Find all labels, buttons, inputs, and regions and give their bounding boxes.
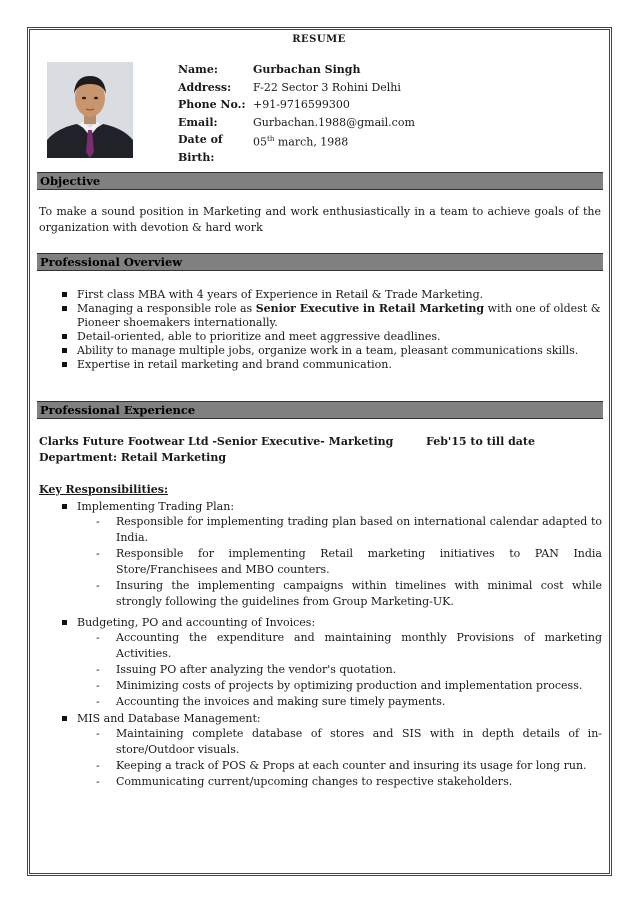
department: Department: Retail Marketing (39, 451, 227, 464)
list-item: Ability to manage multiple jobs, organize work in a team, pleasant communications skills. (62, 344, 602, 358)
list-item: Insuring the implementing campaigns within timelines with minimal cost while strongly following the guidelines from Group Marketing-UK. (116, 579, 602, 608)
resume-title: RESUME (292, 34, 346, 45)
list-item: Keeping a track of POS & Props at each counter and insuring its usage for long run. (116, 759, 587, 772)
email-value: Gurbachan.1988@gmail.com (253, 115, 415, 129)
personal-info (178, 61, 415, 164)
job-title: Clarks Future Footwear Ltd -Senior Executive- Marketing (39, 435, 394, 448)
list-item: First class MBA with 4 years of Experience in Retail & Trade Marketing. (62, 288, 602, 302)
responsibility-group: Budgeting, PO and accounting of Invoices: - Accounting the expenditure and maintaining monthly Provisions of marketing Activities. - Issuing PO after analyzing the vendor's quotation. - Minimizing costs of projects by optimizing production and implementation process. - Accounting the invoices and making sure timely payments. (62, 616, 602, 710)
profile-photo (47, 62, 133, 158)
address-value: F-22 Sector 3 Rohini Delhi (253, 80, 401, 94)
list-item: Issuing PO after analyzing the vendor's quotation. (116, 663, 397, 676)
address-label: Address: (178, 80, 232, 94)
list-item: Maintaining complete database of stores and SIS with in depth details of in-store/Outdoor visuals. (116, 727, 602, 756)
list-item: Expertise in retail marketing and brand communication. (62, 358, 602, 372)
phone-value: +91-9716599300 (253, 98, 350, 111)
dob-label: Date of Birth: (178, 133, 223, 164)
overview-list (62, 288, 602, 372)
overview-heading: Professional Overview (40, 255, 183, 269)
name-label: Name: (178, 63, 218, 76)
email-label: Email: (178, 115, 218, 129)
name-value: Gurbachan Singh (253, 63, 361, 76)
experience-heading-bar (37, 401, 603, 419)
objective-heading: Objective (40, 174, 101, 188)
responsibility-group: Implementing Trading Plan: - Responsible for implementing trading plan based on international calendar adapted to India. - Responsible for implementing Retail marketing initiatives to PAN India Store/Franchisees and MBO counters. - Insuring the implementing campaigns within timelines with minimal cost while strongly following the guidelines from Group Marketing-UK. (62, 500, 602, 610)
phone-label: Phone No.: (178, 98, 246, 111)
responsibility-group: MIS and Database Management: - Maintaining complete database of stores and SIS with in depth details of in-store/Outdoor visuals. - Keeping a track of POS & Props at each counter and insuring its usage for long run. - Communicating current/upcoming changes to respective stakeholders. (62, 712, 602, 790)
group-title: Budgeting, PO and accounting of Invoices: (77, 616, 316, 629)
group-title: MIS and Database Management: (77, 712, 261, 725)
list-item: Responsible for implementing trading plan based on international calendar adapted to India. (116, 515, 602, 544)
objective-heading-bar (37, 172, 603, 190)
list-item: Managing a responsible role as Senior Executive in Retail Marketing with one of oldest & Pioneer shoemakers internationally. (62, 302, 602, 330)
list-item: Responsible for implementing Retail marketing initiatives to PAN India Store/Franchisees and MBO counters. (116, 547, 602, 576)
overview-heading-bar (37, 253, 603, 271)
list-item: Accounting the expenditure and maintaining monthly Provisions of marketing Activities. (116, 631, 602, 660)
list-item: Accounting the invoices and making sure timely payments. (116, 695, 446, 708)
group-title: Implementing Trading Plan: (77, 500, 235, 513)
dob-value: 05th march, 1988 (253, 135, 349, 149)
list-item: Detail-oriented, able to prioritize and meet aggressive deadlines. (62, 330, 602, 344)
key-responsibilities-heading: Key Responsibilities: (39, 483, 169, 496)
objective-text: To make a sound position in Marketing and work enthusiastically in a team to achieve goals of the organization with devotion & hard work (39, 205, 601, 234)
experience-heading: Professional Experience (40, 403, 196, 417)
list-item: Minimizing costs of projects by optimizing production and implementation process. (116, 679, 583, 692)
list-item: Communicating current/upcoming changes to respective stakeholders. (116, 775, 513, 788)
job-date: Feb'15 to till date (426, 435, 535, 448)
